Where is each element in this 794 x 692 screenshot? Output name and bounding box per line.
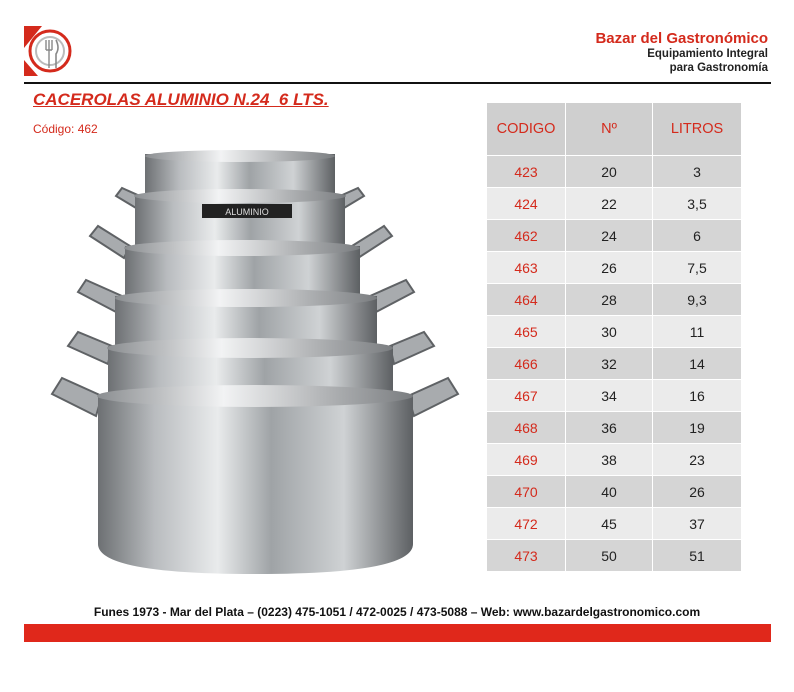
table-row (487, 316, 742, 348)
cell-codigo: 467 (487, 380, 566, 412)
cell-numero: 22 (566, 188, 653, 220)
cell-numero: 24 (566, 220, 653, 252)
brand-block (595, 30, 768, 75)
header-divider (24, 82, 771, 84)
cell-codigo: 423 (487, 156, 566, 188)
cell-litros: 6 (653, 220, 742, 252)
cell-numero: 34 (566, 380, 653, 412)
header-numero: Nº (566, 103, 653, 156)
cell-codigo: 465 (487, 316, 566, 348)
cell-codigo: 424 (487, 188, 566, 220)
cell-codigo: 473 (487, 540, 566, 572)
brand-logo-icon (24, 26, 76, 76)
table-row (487, 284, 742, 316)
cell-codigo: 463 (487, 252, 566, 284)
footer-contact: Funes 1973 - Mar del Plata – (0223) 475-1051 / 472-0025 / 473-5088 – Web: www.bazardelgastronomico.com (93, 605, 701, 619)
cell-litros: 26 (653, 476, 742, 508)
table-row (487, 412, 742, 444)
header-litros: LITROS (653, 103, 742, 156)
cell-litros: 3 (653, 156, 742, 188)
cell-codigo: 464 (487, 284, 566, 316)
table-row (487, 508, 742, 540)
cell-codigo: 462 (487, 220, 566, 252)
cell-litros: 11 (653, 316, 742, 348)
cell-litros: 7,5 (653, 252, 742, 284)
cell-numero: 32 (566, 348, 653, 380)
cell-numero: 26 (566, 252, 653, 284)
cell-codigo: 468 (487, 412, 566, 444)
cell-litros: 23 (653, 444, 742, 476)
table-row (487, 156, 742, 188)
table-row (487, 476, 742, 508)
cell-litros: 3,5 (653, 188, 742, 220)
cell-numero: 40 (566, 476, 653, 508)
sizes-table (486, 102, 742, 572)
table-row (487, 220, 742, 252)
cell-codigo: 470 (487, 476, 566, 508)
table-row (487, 380, 742, 412)
pot-label: ALUMINIO (225, 207, 269, 217)
cell-numero: 50 (566, 540, 653, 572)
brand-name: Bazar del Gastronómico (595, 30, 768, 47)
table-row (487, 444, 742, 476)
cell-litros: 14 (653, 348, 742, 380)
cell-numero: 38 (566, 444, 653, 476)
table-row (487, 540, 742, 572)
table-row (487, 188, 742, 220)
cell-numero: 36 (566, 412, 653, 444)
cell-codigo: 472 (487, 508, 566, 540)
cell-numero: 28 (566, 284, 653, 316)
header-codigo: CODIGO (487, 103, 566, 156)
cell-litros: 19 (653, 412, 742, 444)
brand-tagline-1: Equipamiento Integral (647, 48, 768, 60)
product-photo (40, 146, 470, 586)
cell-litros: 16 (653, 380, 742, 412)
footer-bar (24, 624, 771, 642)
product-code: Código: 462 (33, 122, 98, 136)
cell-litros: 37 (653, 508, 742, 540)
cell-numero: 20 (566, 156, 653, 188)
cell-litros: 9,3 (653, 284, 742, 316)
table-row (487, 348, 742, 380)
cell-codigo: 466 (487, 348, 566, 380)
cell-codigo: 469 (487, 444, 566, 476)
cell-litros: 51 (653, 540, 742, 572)
cell-numero: 45 (566, 508, 653, 540)
cell-numero: 30 (566, 316, 653, 348)
table-row (487, 252, 742, 284)
brand-tagline-2: para Gastronomía (669, 62, 768, 74)
product-title: CACEROLAS ALUMINIO N.24 6 LTS. (33, 90, 329, 109)
